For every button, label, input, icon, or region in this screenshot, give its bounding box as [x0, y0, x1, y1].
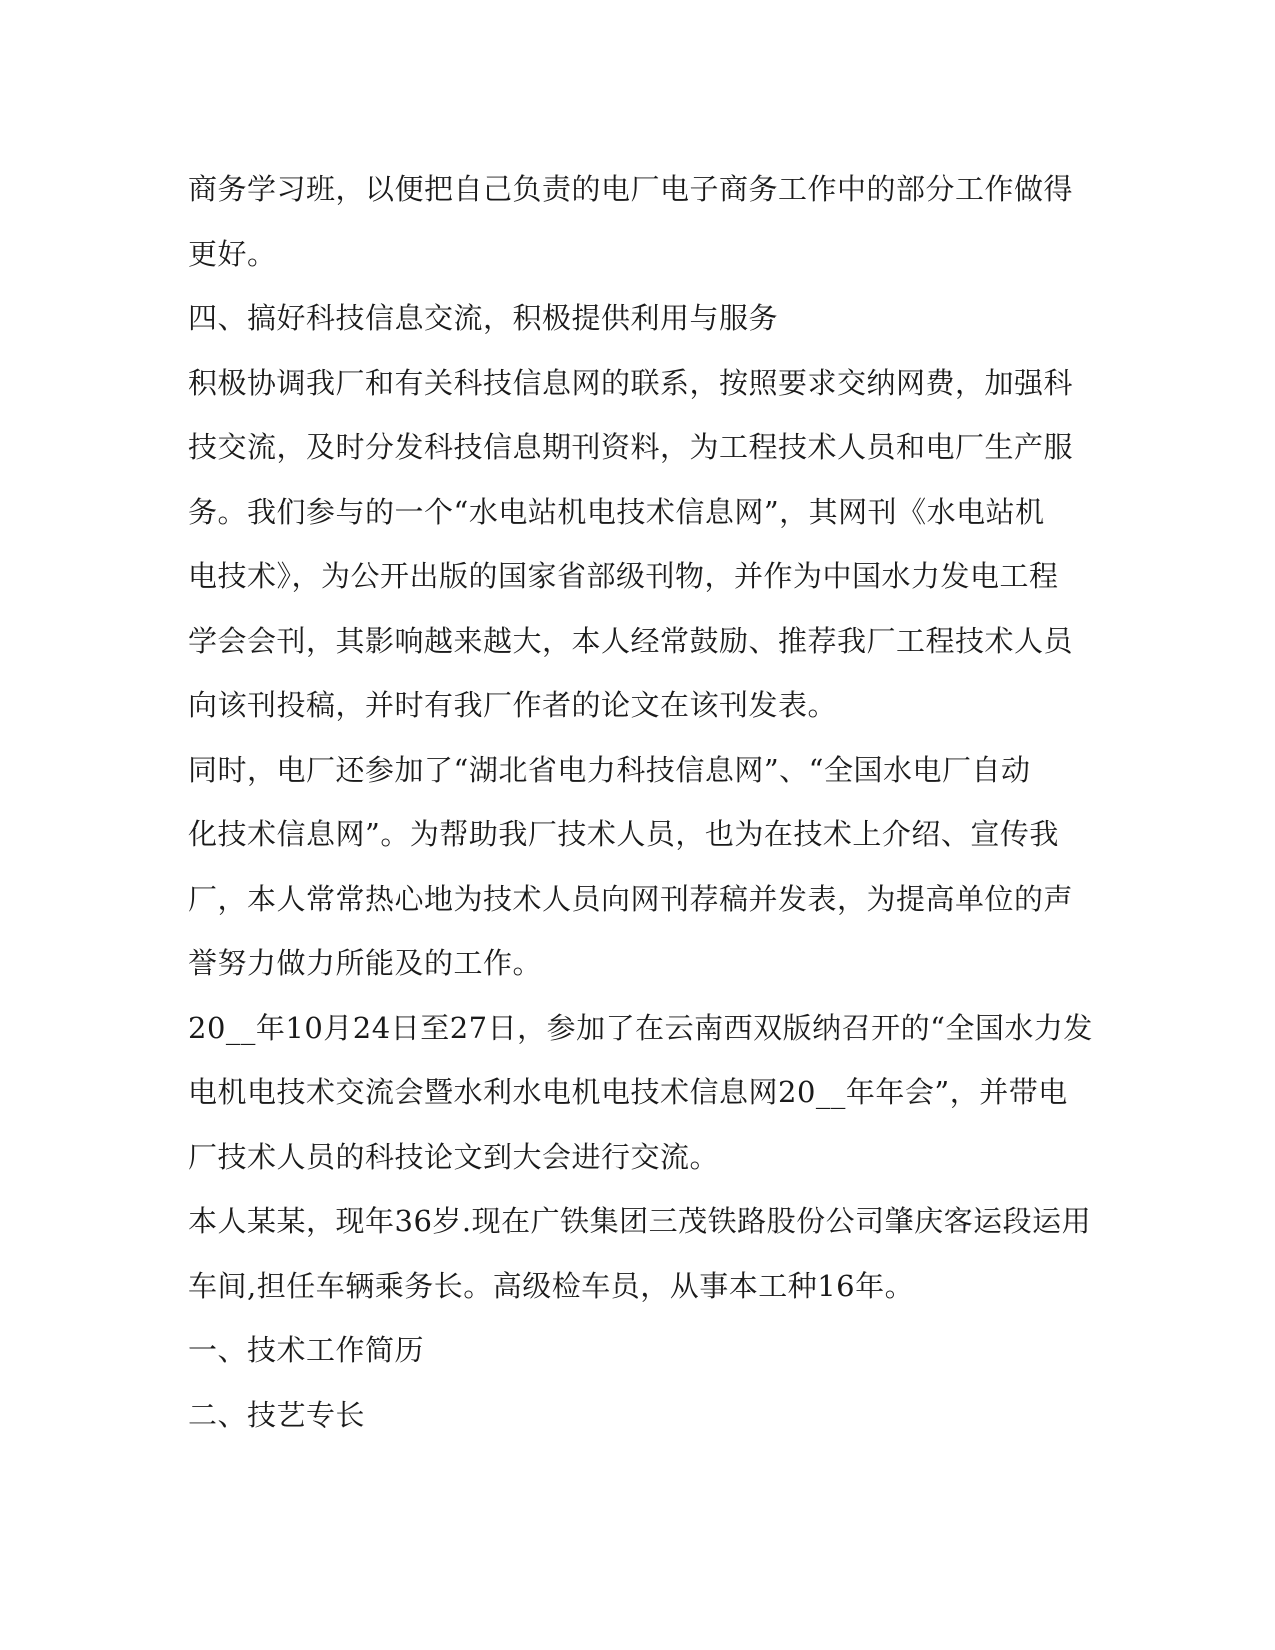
section-heading: 四、搞好科技信息交流，积极提供利用与服务: [188, 301, 779, 335]
text-line: 本人某某，现年36岁.现在广铁集团三茂铁路股份公司肇庆客运段运用: [188, 1204, 1092, 1238]
text-line: 车间,担任车辆乘务长。高级检车员，从事本工种16年。: [188, 1268, 915, 1303]
section-heading: 二、技艺专长: [188, 1397, 366, 1432]
text-line: 化技术信息网”。为帮助我厂技术人员，也为在技术上介绍、宣传我: [188, 817, 1059, 851]
section-heading: 一、技术工作简历: [188, 1333, 425, 1367]
document-body: [188, 157, 1093, 1447]
text-line: 电机电技术交流会暨水利水电机电技术信息网20__年年会”，并带电: [188, 1075, 1068, 1109]
text-line: 电技术》，为公开出版的国家省部级刊物，并作为中国水力发电工程: [188, 559, 1059, 593]
text-line: 技交流，及时分发科技信息期刊资料，为工程技术人员和电厂生产服: [188, 430, 1074, 464]
text-line: 誉努力做力所能及的工作。: [188, 946, 543, 980]
text-line: 学会会刊，其影响越来越大，本人经常鼓励、推荐我厂工程技术人员: [188, 623, 1074, 658]
text-line: 商务学习班，以便把自己负责的电厂电子商务工作中的部分工作做得: [188, 172, 1074, 206]
text-line: 20__年10月24日至27日，参加了在云南西双版纳召开的“全国水力发: [188, 1010, 1093, 1045]
text-line: 务。我们参与的一个“水电站机电技术信息网”，其网刊《水电站机: [188, 494, 1045, 529]
text-line: 厂技术人员的科技论文到大会进行交流。: [188, 1139, 720, 1174]
text-line: 更好。: [188, 236, 277, 271]
text-line: 同时，电厂还参加了“湖北省电力科技信息网”、“全国水电厂自动: [188, 752, 1031, 787]
text-line: 积极协调我厂和有关科技信息网的联系，按照要求交纳网费，加强科: [188, 365, 1074, 400]
text-line: 厂，本人常常热心地为技术人员向网刊荐稿并发表，为提高单位的声: [188, 881, 1074, 916]
text-line: 向该刊投稿，并时有我厂作者的论文在该刊发表。: [188, 688, 838, 722]
